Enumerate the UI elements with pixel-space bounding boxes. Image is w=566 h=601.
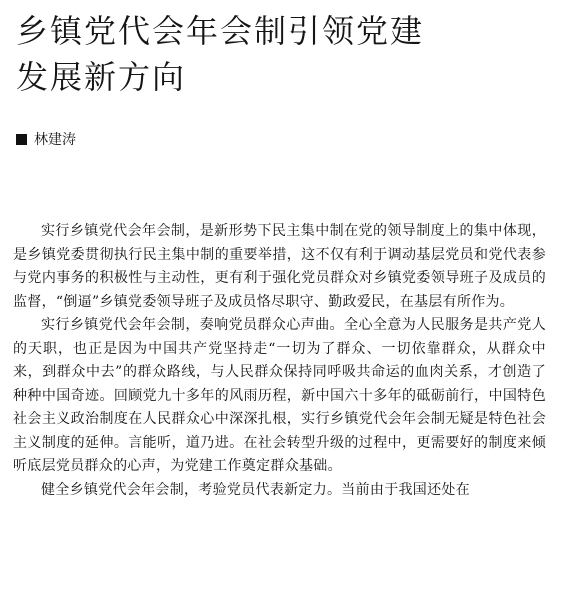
byline <box>16 129 76 149</box>
article-title-line-2: 发展新方向 <box>16 58 187 96</box>
black-square-icon <box>16 134 27 145</box>
article-title-line-1: 乡镇党代会年会制引领党建 <box>16 12 425 50</box>
paragraph-3: 健全乡镇党代会年会制，考验党员代表新定力。当前由于我国还处在 <box>41 481 470 498</box>
author-name: 林建涛 <box>34 132 76 148</box>
paragraph-2: 实行乡镇党代会年会制，奏响党员群众心声曲。全心全意为人民服务是共产党人的天职，也正是因为中国共产党坚持走“一切为了群众、一切依靠群众，从群众中来，到群众中去”的群众路线，与人民群众保持同呼吸共命运的血肉关系，才创造了种种中国奇迹。回顾党九十多年的风雨历程，新中国六十多年的砥砺前行，中国特色社会主义政治制度在人民群众心中深深扎根，实行乡镇党代会年会制无疑是特色社会主义制度的延伸。言能听，道乃进。在社会转型升级的过程中，更需要好的制度来倾听底层党员群众的心声，为党建工作奠定群众基础。 <box>13 317 546 474</box>
article-title <box>16 8 536 100</box>
paragraph-1: 实行乡镇党代会年会制，是新形势下民主集中制在党的领导制度上的集中体现，是乡镇党委贯彻执行民主集中制的重要举措，这不仅有利于调动基层党员和党代表参与党内事务的积极性与主动性，更有利于强化党员群众对乡镇党委领导班子及成员的监督，“倒逼”乡镇党委领导班子及成员恪尽职守、勤政爱民，在基层有所作为。 <box>13 223 546 310</box>
article-body <box>13 220 546 502</box>
